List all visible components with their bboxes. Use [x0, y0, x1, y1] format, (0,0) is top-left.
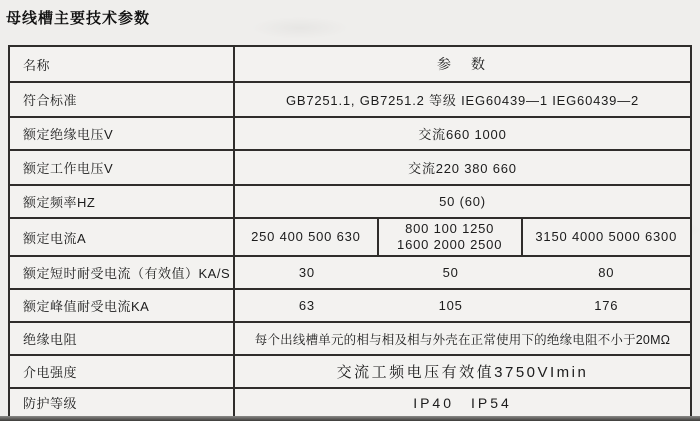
- dielectric-strength-value: 交流工频电压有效值3750VImin: [336, 364, 589, 381]
- peak-current-columns: [235, 290, 690, 321]
- short-time-current-columns: [235, 257, 690, 288]
- table-row-dielectric-strength: [10, 354, 690, 387]
- protection-degree-value: IP40 IP54: [413, 394, 512, 411]
- protection-degree-label: 防护等级: [10, 389, 235, 416]
- working-voltage-label: 额定工作电压V: [10, 151, 235, 184]
- short-time-current-label: 额定短时耐受电流（有效值）KA/S: [10, 257, 235, 288]
- working-voltage-value: 交流220 380 660: [408, 161, 517, 176]
- table-row-rated-current: [10, 217, 690, 255]
- short-time-current-col2: 50: [442, 264, 459, 280]
- table-row-header: [10, 47, 690, 81]
- short-time-current-col1: 30: [298, 264, 315, 280]
- page-title: 母线槽主要技术参数: [6, 10, 151, 27]
- standards-value: GB7251.1, GB7251.2 等级 IEG60439—1 IEG60439—2: [285, 93, 640, 108]
- rated-current-columns: [235, 219, 690, 255]
- rated-current-col2-line2: 1600 2000 2500: [397, 237, 503, 252]
- spec-table: [8, 45, 692, 418]
- table-row-protection-degree: [10, 387, 690, 416]
- table-row-insulation-resistance: [10, 321, 690, 354]
- standards-label: 符合标准: [10, 83, 235, 116]
- insulation-voltage-label: 额定绝缘电压V: [10, 118, 235, 149]
- rated-current-label: 额定电流A: [10, 219, 235, 255]
- rated-current-col3: 3150 4000 5000 6300: [535, 229, 678, 245]
- rated-current-col2: [379, 219, 523, 255]
- table-row-short-time-current: [10, 255, 690, 288]
- header-name-cell: 名称: [10, 47, 235, 81]
- insulation-resistance-label: 绝缘电阻: [10, 323, 235, 354]
- table-row-working-voltage: [10, 149, 690, 184]
- rated-current-col1: 250 400 500 630: [235, 219, 379, 255]
- peak-current-label: 额定峰值耐受电流KA: [10, 290, 235, 321]
- peak-current-col3: 176: [594, 297, 619, 313]
- rated-current-col2-line1: 800 100 1250: [405, 221, 495, 237]
- table-row-standards: [10, 81, 690, 116]
- insulation-voltage-value: 交流660 1000: [418, 127, 507, 142]
- insulation-resistance-value: 每个出线槽单元的相与相及相与外壳在正常使用下的绝缘电阻不小于20MΩ: [254, 332, 671, 347]
- frequency-label: 额定频率HZ: [10, 186, 235, 217]
- table-row-peak-current: [10, 288, 690, 321]
- table-row-frequency: [10, 184, 690, 217]
- short-time-current-col3: 80: [598, 264, 615, 280]
- table-row-insulation-voltage: [10, 116, 690, 149]
- peak-current-col2: 105: [438, 297, 463, 313]
- peak-current-col1: 63: [298, 297, 315, 313]
- frequency-value: 50 (60): [439, 194, 486, 209]
- dielectric-strength-label: 介电强度: [10, 356, 235, 387]
- header-param-cell: 参 数: [437, 56, 488, 72]
- scan-edge-bottom: [0, 416, 700, 421]
